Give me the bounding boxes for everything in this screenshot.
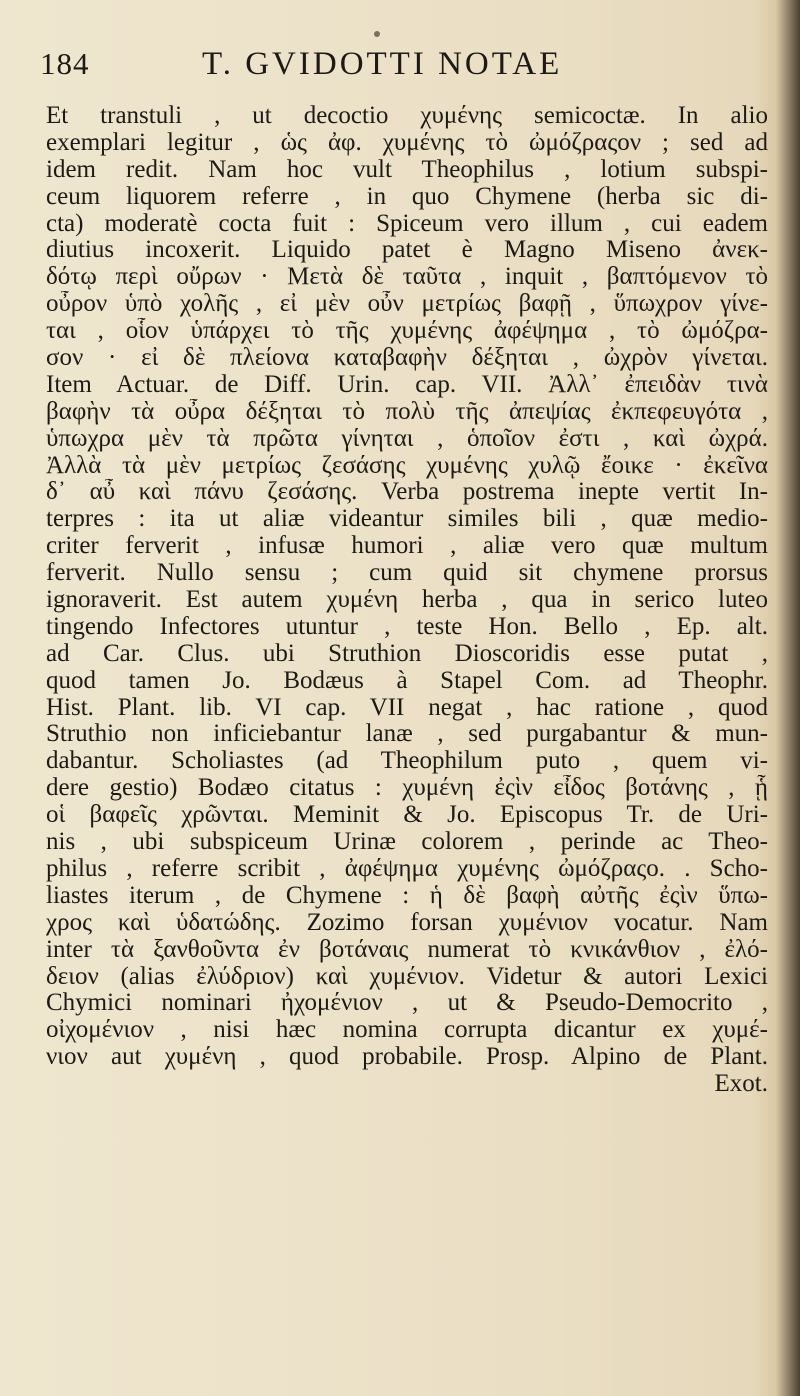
body-line: ται , οἷον ὑπάρχει τὸ τῆς χυμένης ἀφέψημα , τὸ ὠμόζρα- bbox=[46, 318, 768, 345]
body-line: Chymici nominari ἠχομένιον , ut & Pseudo-Democrito , bbox=[46, 990, 768, 1017]
body-line: Hist. Plant. lib. VI cap. VII negat , hac ratione , quod bbox=[46, 694, 768, 721]
body-text bbox=[46, 103, 768, 1098]
body-line: δειον (alias ἐλύδριον) καὶ χυμένιον. Videtur & autori Lexici bbox=[46, 963, 768, 990]
body-line: criter ferverit , infusæ humori , aliæ vero quæ multum bbox=[46, 533, 768, 560]
body-line-last: Exot. bbox=[714, 1071, 768, 1098]
body-line: ferverit. Nullo sensu ; cum quid sit chymene prorsus bbox=[46, 560, 768, 587]
page-header bbox=[40, 46, 760, 96]
body-line: nis , ubi subspiceum Urinæ colorem , perinde ac Theo- bbox=[46, 829, 768, 856]
body-line: ὑπωχρα μὲν τὰ πρῶτα γίνηται , ὁποῖον ἐστι , καὶ ὠχρά. bbox=[46, 425, 768, 452]
body-line: Item Actuar. de Diff. Urin. cap. VII. Ἀλλ᾽ ἐπειδὰν τινὰ bbox=[46, 371, 768, 398]
body-line: Struthio non inficiebantur lanæ , sed purgabantur & mun- bbox=[46, 721, 768, 748]
body-line: inter τὰ ξανθοῦντα ἐν βοτάναις numerat τὸ κνικάνθιον , ἐλό- bbox=[46, 936, 768, 963]
running-head: T. GVIDOTTI NOTAE bbox=[202, 46, 563, 82]
body-line: Et transtuli , ut decoctio χυμένης semicoctæ. In alio bbox=[46, 103, 768, 129]
body-line: δότῳ περὶ οὔρων · Μετὰ δὲ ταῦτα , inquit , βαπτόμενον τὸ bbox=[46, 264, 768, 291]
ink-dot bbox=[374, 31, 380, 37]
body-line: idem redit. Nam hoc vult Theophilus , lotium subspi- bbox=[46, 156, 768, 183]
body-line: ignoraverit. Est autem χυμένη herba , qua in serico luteo bbox=[46, 587, 768, 614]
body-line: dabantur. Scholiastes (ad Theophilum puto , quem vi- bbox=[46, 748, 768, 775]
page-number: 184 bbox=[40, 46, 90, 81]
body-line: diutius incoxerit. Liquido patet è Magno Miseno ἀνεκ- bbox=[46, 237, 768, 264]
body-line: exemplari legitur , ὡς ἀφ. χυμένης τὸ ὠμόζραςον ; sed ad bbox=[46, 129, 768, 156]
body-line: οἱ βαφεῖς χρῶνται. Meminit & Jo. Episcopus Tr. de Uri- bbox=[46, 802, 768, 829]
body-line: χρος καὶ ὑδατώδης. Zozimo forsan χυμένιον vocatur. Nam bbox=[46, 909, 768, 936]
body-line: ceum liquorem referre , in quo Chymene (herba sic di- bbox=[46, 183, 768, 210]
body-line: ad Car. Clus. ubi Struthion Dioscoridis esse putat , bbox=[46, 640, 768, 667]
body-line: δ᾽ αὖ καὶ πάνυ ζεσάσης. Verba postrema inepte vertit In- bbox=[46, 479, 768, 506]
body-line: οὖρον ὑπὸ χολῆς , εἰ μὲν οὖν μετρίως βαφῇ , ὕπωχρον γίνε- bbox=[46, 291, 768, 318]
body-line: βαφὴν τὰ οὖρα δέξηται τὸ πολὺ τῆς ἀπεψίας ἐκπεφευγότα , bbox=[46, 398, 768, 425]
body-line: σον · εἰ δὲ πλείονα καταβαφὴν δέξηται , ὠχρὸν γίνεται. bbox=[46, 345, 768, 372]
body-line: νιον aut χυμένη , quod probabile. Prosp. Alpino de Plant. bbox=[46, 1044, 768, 1071]
body-line: dere gestio) Bodæo citatus : χυμένη ἐςὶν εἶδος βοτάνης , ᾗ bbox=[46, 775, 768, 802]
body-line: terpres : ita ut aliæ videantur similes bili , quæ medio- bbox=[46, 506, 768, 533]
body-line: cta) moderatè cocta fuit : Spiceum vero illum , cui eadem bbox=[46, 210, 768, 237]
body-line: οἰχομένιον , nisi hæc nomina corrupta dicantur ex χυμέ- bbox=[46, 1017, 768, 1044]
body-line: liastes iterum , de Chymene : ἡ δὲ βαφὴ αὐτῆς ἐςὶν ὕπω- bbox=[46, 882, 768, 909]
body-line: Ἀλλὰ τὰ μὲν μετρίως ζεσάσης χυμένης χυλῷ ἔοικε · ἐκεῖνα bbox=[46, 452, 768, 479]
body-line: quod tamen Jo. Bodæus à Stapel Com. ad Theophr. bbox=[46, 667, 768, 694]
body-line: philus , referre scribit , ἀφέψημα χυμένης ὠμόζραςο. . Scho- bbox=[46, 855, 768, 882]
body-line: tingendo Infectores utuntur , teste Hon. Bello , Ep. alt. bbox=[46, 613, 768, 640]
